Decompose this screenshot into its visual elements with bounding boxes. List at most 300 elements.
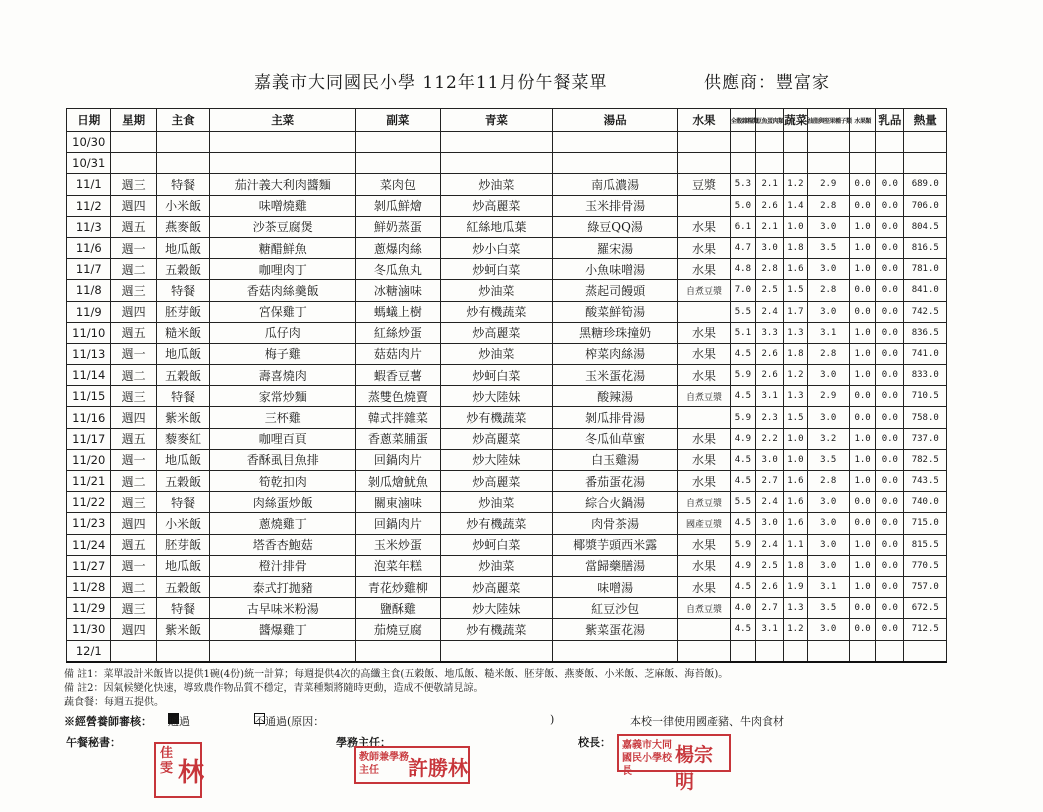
- cell-calories: 672.5: [904, 598, 947, 619]
- table-row: [67, 280, 947, 301]
- cell-day: 週三: [111, 386, 156, 407]
- cell-dairy: 0.0: [876, 471, 904, 492]
- cell-staple: 特餐: [156, 492, 210, 513]
- cell-grains: 4.5: [730, 576, 755, 597]
- cell-date: 11/20: [67, 449, 111, 470]
- cell-protein: 3.3: [756, 322, 784, 343]
- cell-veg-servings: 1.8: [784, 343, 807, 364]
- cell-fruit: [678, 407, 731, 428]
- cell-oil: [807, 132, 849, 153]
- cell-fruit-servings: 1.0: [849, 216, 875, 237]
- menu-table: [66, 108, 947, 663]
- note-1: 備 註1：菜單設計米飯皆以提供1碗(4份)統一計算；每週提供4次的高纖主食(五穀飯、地瓜飯、糙米飯、胚芽飯、燕麥飯、小米飯、芝麻飯、海苔飯)。: [64, 669, 729, 680]
- cell-fruit: [678, 619, 731, 640]
- cell-side-dish: 紅絲炒蛋: [355, 322, 440, 343]
- cell-side-dish: 泡菜年糕: [355, 555, 440, 576]
- cell-fruit-servings: 0.0: [849, 407, 875, 428]
- cell-vegetable: 炒高麗菜: [440, 195, 552, 216]
- note-3: 蔬食餐：每週五提供。: [64, 697, 164, 708]
- cell-grains: 4.5: [730, 619, 755, 640]
- cell-vegetable: 炒高麗菜: [440, 322, 552, 343]
- cell-dairy: 0.0: [876, 555, 904, 576]
- table-row: [67, 534, 947, 555]
- cell-veg-servings: 1.6: [784, 259, 807, 280]
- cell-main-dish: [210, 640, 355, 662]
- cell-protein: 2.7: [756, 471, 784, 492]
- cell-date: 11/10: [67, 322, 111, 343]
- table-row: [67, 555, 947, 576]
- cell-fruit: 國產豆漿: [678, 513, 731, 534]
- cell-vegetable: 炒油菜: [440, 555, 552, 576]
- cell-fruit: 水果: [678, 576, 731, 597]
- cell-day: 週四: [111, 195, 156, 216]
- cell-side-dish: 香蔥菜脯蛋: [355, 428, 440, 449]
- secretary-label: 午餐秘書：: [66, 736, 121, 749]
- cell-soup: [552, 132, 677, 153]
- cell-dairy: [876, 132, 904, 153]
- table-row: [67, 153, 947, 174]
- cell-calories: 689.0: [904, 174, 947, 195]
- cell-side-dish: 冰糖滷味: [355, 280, 440, 301]
- cell-veg-servings: 1.3: [784, 322, 807, 343]
- table-row: [67, 216, 947, 237]
- cell-date: 11/24: [67, 534, 111, 555]
- cell-grains: 5.9: [730, 365, 755, 386]
- cell-vegetable: 炒油菜: [440, 280, 552, 301]
- cell-side-dish: 蒸雙色燒賣: [355, 386, 440, 407]
- cell-fruit: 自煮豆漿: [678, 492, 731, 513]
- cell-soup: 酸菜鮮筍湯: [552, 301, 677, 322]
- cell-vegetable: 炒有機蔬菜: [440, 301, 552, 322]
- cell-fruit-servings: 0.0: [849, 492, 875, 513]
- cell-calories: 743.5: [904, 471, 947, 492]
- cell-fruit: 水果: [678, 449, 731, 470]
- cell-oil: [807, 640, 849, 662]
- cell-fruit: 自煮豆漿: [678, 386, 731, 407]
- cell-fruit-servings: 0.0: [849, 280, 875, 301]
- cell-staple: 地瓜飯: [156, 555, 210, 576]
- cell-dairy: 0.0: [876, 343, 904, 364]
- cell-soup: 白玉雞湯: [552, 449, 677, 470]
- cell-grains: 4.5: [730, 343, 755, 364]
- cell-soup: 番茄蛋花湯: [552, 471, 677, 492]
- cell-fruit: 水果: [678, 534, 731, 555]
- cell-soup: 綜合火鍋湯: [552, 492, 677, 513]
- cell-veg-servings: 1.8: [784, 555, 807, 576]
- cell-veg-servings: 1.0: [784, 449, 807, 470]
- header-row: [67, 109, 947, 132]
- cell-veg-servings: 1.2: [784, 174, 807, 195]
- cell-protein: 2.3: [756, 407, 784, 428]
- table-row: [67, 449, 947, 470]
- cell-veg-servings: 1.6: [784, 492, 807, 513]
- cell-protein: 2.6: [756, 576, 784, 597]
- cell-fruit-servings: [849, 640, 875, 662]
- cell-protein: 2.7: [756, 598, 784, 619]
- cell-grains: 5.5: [730, 492, 755, 513]
- cell-calories: 741.0: [904, 343, 947, 364]
- cell-veg-servings: 1.7: [784, 301, 807, 322]
- cell-protein: 3.0: [756, 449, 784, 470]
- cell-main-dish: 古早味米粉湯: [210, 598, 355, 619]
- cell-staple: 五穀飯: [156, 471, 210, 492]
- cell-oil: 2.9: [807, 386, 849, 407]
- cell-soup: [552, 640, 677, 662]
- cell-grains: 5.1: [730, 322, 755, 343]
- table-row: [67, 365, 947, 386]
- cell-date: 11/23: [67, 513, 111, 534]
- cell-veg-servings: 1.2: [784, 619, 807, 640]
- cell-fruit-servings: 0.0: [849, 513, 875, 534]
- cell-staple: 特餐: [156, 386, 210, 407]
- supplier-label: 供應商：豐富家: [704, 73, 830, 93]
- cell-oil: 2.8: [807, 343, 849, 364]
- cell-date: 11/21: [67, 471, 111, 492]
- col-side: 副菜: [355, 109, 440, 132]
- cell-veg-servings: 1.5: [784, 407, 807, 428]
- cell-staple: [156, 640, 210, 662]
- pass-label: 通過: [168, 715, 190, 728]
- cell-side-dish: [355, 153, 440, 174]
- cell-day: 週五: [111, 428, 156, 449]
- cell-grains: 7.0: [730, 280, 755, 301]
- cell-date: 11/7: [67, 259, 111, 280]
- cell-dairy: [876, 153, 904, 174]
- cell-fruit-servings: 0.0: [849, 386, 875, 407]
- cell-oil: 3.1: [807, 322, 849, 343]
- cell-side-dish: 茄燒豆腐: [355, 619, 440, 640]
- cell-vegetable: 炒大陸妹: [440, 386, 552, 407]
- cell-protein: 3.0: [756, 513, 784, 534]
- cell-vegetable: 炒小白菜: [440, 237, 552, 258]
- cell-veg-servings: 1.2: [784, 365, 807, 386]
- cell-fruit: 水果: [678, 555, 731, 576]
- cell-main-dish: 壽喜燒肉: [210, 365, 355, 386]
- cell-staple: 五穀飯: [156, 576, 210, 597]
- cell-grains: [730, 153, 755, 174]
- cell-fruit: 水果: [678, 322, 731, 343]
- cell-main-dish: 蔥燒雞丁: [210, 513, 355, 534]
- table-row: [67, 428, 947, 449]
- cell-vegetable: 炒大陸妹: [440, 598, 552, 619]
- cell-side-dish: 鹽酥雞: [355, 598, 440, 619]
- cell-soup: 椰漿芋頭西米露: [552, 534, 677, 555]
- col-protein: 豆魚蛋肉類: [756, 109, 784, 132]
- cell-grains: [730, 640, 755, 662]
- cell-calories: 782.5: [904, 449, 947, 470]
- cell-soup: 冬瓜仙草蜜: [552, 428, 677, 449]
- cell-grains: 5.3: [730, 174, 755, 195]
- cell-day: 週二: [111, 259, 156, 280]
- cell-calories: 742.5: [904, 301, 947, 322]
- cell-grains: 6.1: [730, 216, 755, 237]
- cell-vegetable: [440, 132, 552, 153]
- cell-main-dish: 醬爆雞丁: [210, 619, 355, 640]
- cell-vegetable: 炒高麗菜: [440, 576, 552, 597]
- review-close: ): [550, 713, 555, 726]
- cell-date: 11/14: [67, 365, 111, 386]
- cell-side-dish: 冬瓜魚丸: [355, 259, 440, 280]
- cell-date: 11/3: [67, 216, 111, 237]
- cell-staple: 藜麥紅: [156, 428, 210, 449]
- cell-side-dish: 螞蟻上樹: [355, 301, 440, 322]
- page-title: 嘉義市大同國民小學 112年11月份午餐菜單: [254, 73, 608, 93]
- cell-main-dish: 橙汁排骨: [210, 555, 355, 576]
- cell-fruit: [678, 301, 731, 322]
- cell-fruit: 水果: [678, 216, 731, 237]
- cell-grains: [730, 132, 755, 153]
- cell-fruit: 水果: [678, 259, 731, 280]
- cell-vegetable: 炒蚵白菜: [440, 534, 552, 555]
- cell-dairy: 0.0: [876, 216, 904, 237]
- cell-fruit-servings: 1.0: [849, 534, 875, 555]
- cell-date: 11/29: [67, 598, 111, 619]
- cell-veg-servings: 1.0: [784, 216, 807, 237]
- cell-vegetable: [440, 153, 552, 174]
- cell-date: 11/1: [67, 174, 111, 195]
- cell-side-dish: 蝦香豆薯: [355, 365, 440, 386]
- cell-day: 週一: [111, 343, 156, 364]
- cell-day: [111, 640, 156, 662]
- cell-vegetable: 炒高麗菜: [440, 471, 552, 492]
- cell-grains: 4.5: [730, 449, 755, 470]
- cell-oil: 3.0: [807, 513, 849, 534]
- cell-veg-servings: 1.5: [784, 280, 807, 301]
- table-row: [67, 598, 947, 619]
- cell-grains: 5.9: [730, 407, 755, 428]
- cell-calories: [904, 640, 947, 662]
- cell-soup: 剝瓜排骨湯: [552, 407, 677, 428]
- cell-fruit-servings: 1.0: [849, 555, 875, 576]
- cell-soup: 綠豆QQ湯: [552, 216, 677, 237]
- cell-grains: 5.5: [730, 301, 755, 322]
- cell-calories: 804.5: [904, 216, 947, 237]
- cell-oil: 3.0: [807, 259, 849, 280]
- cell-fruit-servings: 1.0: [849, 365, 875, 386]
- cell-main-dish: 茄汁義大利肉醬麵: [210, 174, 355, 195]
- cell-fruit: [678, 132, 731, 153]
- col-soup: 湯品: [552, 109, 677, 132]
- cell-date: 11/30: [67, 619, 111, 640]
- cell-soup: 玉米蛋花湯: [552, 365, 677, 386]
- col-fruit-group: 水果類: [849, 109, 875, 132]
- secretary-seal: 佳雯 林: [154, 742, 202, 798]
- table-row: [67, 301, 947, 322]
- cell-calories: 815.5: [904, 534, 947, 555]
- cell-vegetable: 炒油菜: [440, 174, 552, 195]
- cell-grains: 4.9: [730, 555, 755, 576]
- cell-fruit-servings: 1.0: [849, 259, 875, 280]
- cell-vegetable: 炒大陸妹: [440, 449, 552, 470]
- cell-main-dish: 梅子雞: [210, 343, 355, 364]
- cell-day: 週二: [111, 576, 156, 597]
- cell-date: 11/8: [67, 280, 111, 301]
- cell-day: 週四: [111, 301, 156, 322]
- cell-date: 11/27: [67, 555, 111, 576]
- cell-side-dish: 剝瓜鮮燴: [355, 195, 440, 216]
- cell-main-dish: 沙茶豆腐煲: [210, 216, 355, 237]
- cell-day: 週五: [111, 534, 156, 555]
- table-row: [67, 640, 947, 662]
- cell-staple: 五穀飯: [156, 259, 210, 280]
- cell-soup: 黑糖珍珠撞奶: [552, 322, 677, 343]
- cell-side-dish: [355, 640, 440, 662]
- cell-staple: 糙米飯: [156, 322, 210, 343]
- cell-protein: [756, 640, 784, 662]
- cell-grains: 4.9: [730, 428, 755, 449]
- fail-label: 不通過(原因：: [254, 715, 325, 728]
- cell-fruit-servings: 1.0: [849, 322, 875, 343]
- cell-oil: 3.5: [807, 237, 849, 258]
- cell-day: 週五: [111, 216, 156, 237]
- cell-main-dish: 宮保雞丁: [210, 301, 355, 322]
- cell-fruit-servings: [849, 153, 875, 174]
- signature-area: [64, 734, 964, 794]
- cell-soup: 羅宋湯: [552, 237, 677, 258]
- cell-main-dish: 塔香杏鮑菇: [210, 534, 355, 555]
- cell-date: 11/13: [67, 343, 111, 364]
- cell-staple: 特餐: [156, 174, 210, 195]
- cell-fruit-servings: 0.0: [849, 195, 875, 216]
- col-oil: 油脂與堅果種子類: [807, 109, 849, 132]
- cell-vegetable: 炒蚵白菜: [440, 365, 552, 386]
- table-row: [67, 619, 947, 640]
- cell-vegetable: 炒有機蔬菜: [440, 407, 552, 428]
- cell-calories: 715.0: [904, 513, 947, 534]
- cell-fruit: 水果: [678, 428, 731, 449]
- cell-date: 11/16: [67, 407, 111, 428]
- cell-veg-servings: [784, 640, 807, 662]
- col-date: 日期: [67, 109, 111, 132]
- cell-main-dish: 家常炒麵: [210, 386, 355, 407]
- cell-day: 週四: [111, 407, 156, 428]
- cell-oil: 3.0: [807, 301, 849, 322]
- cell-veg-servings: 1.6: [784, 471, 807, 492]
- col-veg: 青菜: [440, 109, 552, 132]
- cell-fruit: [678, 640, 731, 662]
- cell-dairy: 0.0: [876, 322, 904, 343]
- cell-calories: 740.0: [904, 492, 947, 513]
- cell-calories: [904, 153, 947, 174]
- cell-calories: 816.5: [904, 237, 947, 258]
- cell-vegetable: 炒有機蔬菜: [440, 619, 552, 640]
- cell-dairy: 0.0: [876, 386, 904, 407]
- cell-dairy: 0.0: [876, 513, 904, 534]
- cell-date: 11/6: [67, 237, 111, 258]
- col-staple: 主食: [156, 109, 210, 132]
- cell-soup: 味噌湯: [552, 576, 677, 597]
- policy-note: 本校一律使用國產豬、牛肉食材: [630, 715, 784, 728]
- cell-day: 週二: [111, 365, 156, 386]
- cell-side-dish: 菇菇肉片: [355, 343, 440, 364]
- cell-day: 週四: [111, 513, 156, 534]
- cell-staple: [156, 153, 210, 174]
- cell-day: 週五: [111, 322, 156, 343]
- notes: [64, 668, 964, 710]
- cell-oil: 3.0: [807, 619, 849, 640]
- cell-side-dish: 玉米炒蛋: [355, 534, 440, 555]
- cell-fruit-servings: 1.0: [849, 343, 875, 364]
- cell-day: 週一: [111, 237, 156, 258]
- col-vegetable: 蔬菜: [784, 109, 807, 132]
- cell-dairy: 0.0: [876, 619, 904, 640]
- cell-soup: 紫菜蛋花湯: [552, 619, 677, 640]
- cell-vegetable: 炒油菜: [440, 492, 552, 513]
- review-label: ※經營養師審核：: [64, 715, 152, 728]
- cell-calories: 712.5: [904, 619, 947, 640]
- cell-veg-servings: 1.8: [784, 237, 807, 258]
- cell-main-dish: 咖哩肉丁: [210, 259, 355, 280]
- table-row: [67, 195, 947, 216]
- cell-fruit-servings: 1.0: [849, 576, 875, 597]
- cell-side-dish: 青花炒雞柳: [355, 576, 440, 597]
- cell-dairy: 0.0: [876, 259, 904, 280]
- cell-staple: [156, 132, 210, 153]
- cell-soup: 肉骨茶湯: [552, 513, 677, 534]
- cell-date: 11/22: [67, 492, 111, 513]
- cell-protein: 2.2: [756, 428, 784, 449]
- cell-protein: [756, 132, 784, 153]
- cell-grains: 4.7: [730, 237, 755, 258]
- cell-veg-servings: [784, 153, 807, 174]
- cell-staple: 五穀飯: [156, 365, 210, 386]
- table-row: [67, 513, 947, 534]
- cell-main-dish: [210, 132, 355, 153]
- cell-calories: 836.5: [904, 322, 947, 343]
- cell-oil: [807, 153, 849, 174]
- cell-fruit: 自煮豆漿: [678, 598, 731, 619]
- cell-grains: 4.5: [730, 471, 755, 492]
- cell-soup: [552, 153, 677, 174]
- cell-side-dish: 回鍋肉片: [355, 449, 440, 470]
- cell-dairy: 0.0: [876, 576, 904, 597]
- cell-protein: 3.1: [756, 619, 784, 640]
- cell-soup: 酸辣湯: [552, 386, 677, 407]
- director-seal: 教師兼學務主任 許勝林: [354, 746, 470, 784]
- table-row: [67, 237, 947, 258]
- cell-fruit: 水果: [678, 237, 731, 258]
- cell-oil: 2.8: [807, 195, 849, 216]
- cell-staple: 地瓜飯: [156, 343, 210, 364]
- cell-calories: 737.0: [904, 428, 947, 449]
- cell-oil: 3.2: [807, 428, 849, 449]
- cell-date: 11/9: [67, 301, 111, 322]
- cell-protein: 2.1: [756, 216, 784, 237]
- cell-side-dish: 蔥爆肉絲: [355, 237, 440, 258]
- cell-calories: 706.0: [904, 195, 947, 216]
- cell-vegetable: 炒油菜: [440, 343, 552, 364]
- principal-seal: 嘉義市大同國民小學校長 楊宗明: [617, 734, 731, 772]
- cell-grains: 5.0: [730, 195, 755, 216]
- cell-fruit-servings: 0.0: [849, 619, 875, 640]
- cell-dairy: 0.0: [876, 301, 904, 322]
- cell-dairy: 0.0: [876, 195, 904, 216]
- cell-day: 週一: [111, 555, 156, 576]
- cell-day: 週三: [111, 598, 156, 619]
- cell-day: 週二: [111, 471, 156, 492]
- cell-grains: 4.5: [730, 513, 755, 534]
- table-row: [67, 492, 947, 513]
- cell-dairy: 0.0: [876, 534, 904, 555]
- cell-side-dish: 關東滷味: [355, 492, 440, 513]
- table-row: [67, 259, 947, 280]
- cell-veg-servings: 1.1: [784, 534, 807, 555]
- cell-staple: 地瓜飯: [156, 237, 210, 258]
- cell-main-dish: 味噌燒雞: [210, 195, 355, 216]
- cell-staple: 燕麥飯: [156, 216, 210, 237]
- cell-staple: 紫米飯: [156, 619, 210, 640]
- note-2: 備 註2：因氣候變化快速，導致農作物品質不穩定，青菜種類將隨時更動，造成不便敬請見諒。: [64, 683, 484, 694]
